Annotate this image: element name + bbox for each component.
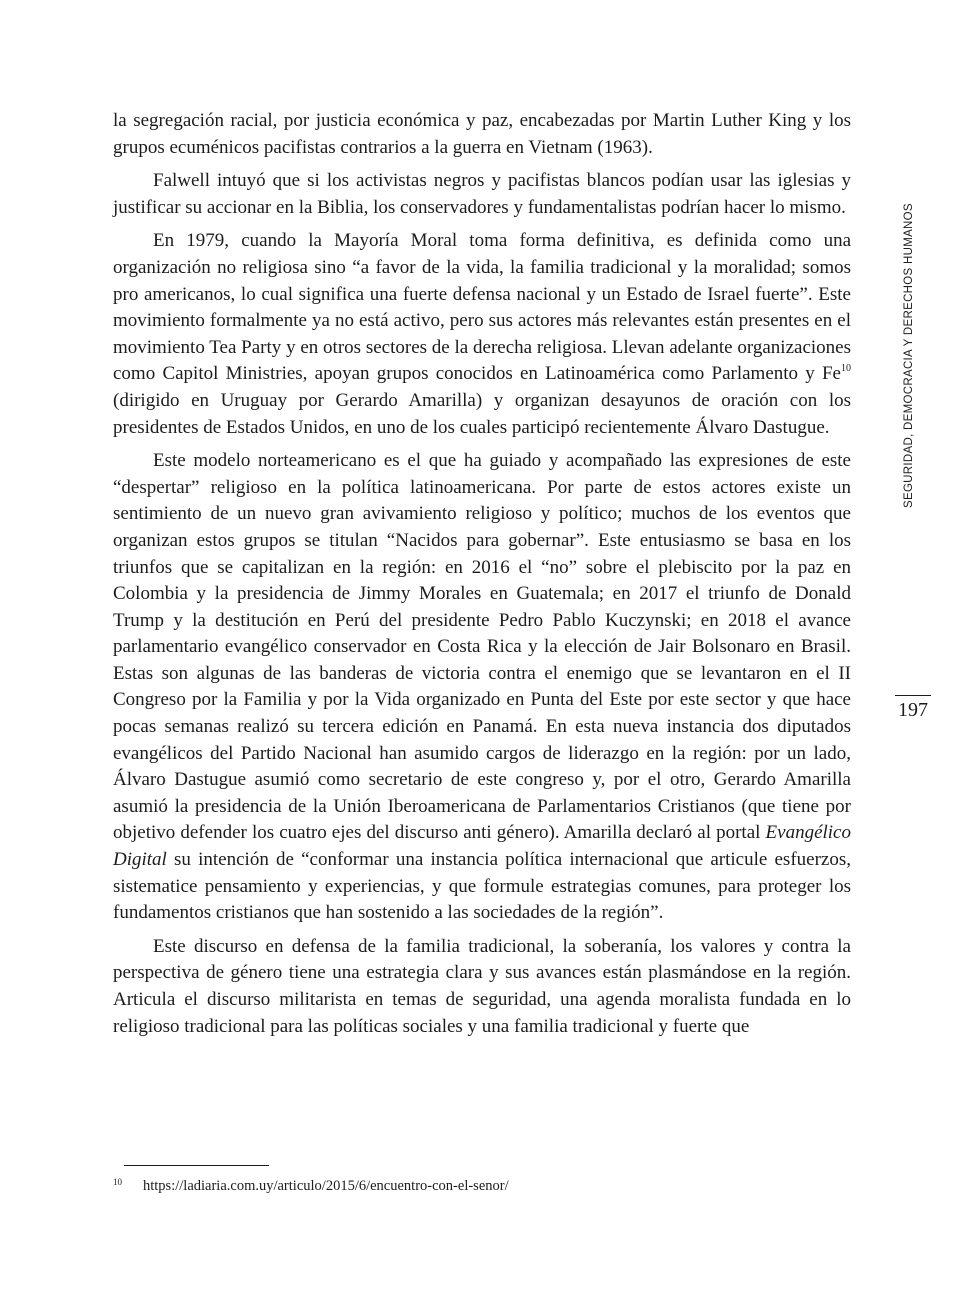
- footnote-separator: [124, 1165, 269, 1166]
- paragraph-discurso: Este discurso en defensa de la familia tradicional, la soberanía, los valores y contra la perspectiva de género tiene una estrategia clara y sus avances están plasmándose en la región. Articula el discurso militarista en temas de seguridad, una agenda moralista fundada en lo religioso tradicional para las políticas sociales y una familia tradicional y fuerte que: [113, 935, 851, 1037]
- footnote-reference[interactable]: 10: [841, 363, 851, 375]
- paragraph-modelo-part1: Este modelo norteamericano es el que ha guiado y acompañado las expresiones de este “despertar” religioso en la política latinoamericana. Por parte de estos actores existe un sentimiento de un nuevo gran avivamiento religioso y político; muchos de los eventos que organizan estos grupos se titulan “Nacidos para gobernar”. Este entusiasmo se basa en los triunfos que se capitalizan en la región: en 2016 el “no” sobre el plebiscito por la paz en Colombia y la presidencia de Jimmy Morales en Guatemala; en 2017 el triunfo de Donald Trump y la destitución en Perú del presidente Pedro Pablo Kuczynski; en 2018 el avance parlamentario evangélico conservador en Costa Rica y la elección de Jair Bolsonaro en Brasil. Estas son algunas de las banderas de victoria contra el enemigo que se levantaron en el II Congreso por la Familia y por la Vida organizado en Punta del Este por este sector y que hace pocas semanas realizó su tercera edición en Panamá. En esta nueva instancia dos diputados evangélicos del Partido Nacional han asumido cargos de liderazgo en la región: por un lado, Álvaro Dastugue asumió como secretario de este congreso y, por el otro, Gerardo Amarilla asumió la presidencia de la Unión Iberoamericana de Parlamentarios Cristianos (que tiene por objetivo defender los cuatro ejes del discurso anti género). Amarilla declaró al portal: [113, 450, 851, 844]
- italic-source-title: Evangélico Digital: [113, 822, 851, 871]
- paragraph-mayoria-moral-part2: (dirigido en Uruguay por Gerardo Amarilla) y organizan desayunos de oración con los presidentes de Estados Unidos, en uno de los cuales participó recientemente Álvaro Dastugue.: [113, 389, 851, 438]
- paragraph-mayoria-moral-part1: En 1979, cuando la Mayoría Moral toma forma definitiva, es definida como una organización no religiosa sino “a favor de la vida, la familia tradicional y la moralidad; somos pro americanos, lo cual significa una fuerte defensa nacional y un Estado de Israel fuerte”. Este movimiento formalmente ya no está activo, pero sus actores más relevantes están presentes en el movimiento Tea Party y en otros sectores de la derecha religiosa. Llevan adelante organizaciones como Capitol Ministries, apoyan grupos conocidos en Latinoamérica como Parlamento y Fe: [113, 230, 851, 385]
- paragraph-modelo-norteamericano: [113, 448, 851, 927]
- paragraph-mayoria-moral: [113, 228, 851, 441]
- paragraph-falwell: Falwell intuyó que si los activistas negros y pacifistas blancos podían usar las iglesias y justificar su accionar en la Biblia, los conservadores y fundamentalistas podrían hacer lo mismo.: [113, 170, 851, 218]
- paragraph-modelo-part2: su intención de “conformar una instancia política internacional que articule esfuerzos, sistematice pensamiento y experiencias, y que formule estrategias comunes, para proteger los fundamentos cristianos que han sostenido a las sociedades de la región”.: [113, 849, 851, 924]
- running-header: SEGURIDAD, DEMOCRACIA Y DERECHOS HUMANOS: [903, 203, 915, 508]
- page-number: 197: [898, 699, 928, 721]
- paragraph-continuation: la segregación racial, por justicia económica y paz, encabezadas por Martin Luther King y los grupos ecuménicos pacifistas contrarios a la guerra en Vietnam (1963).: [113, 110, 851, 158]
- body-text: [113, 108, 851, 1047]
- page-number-rule: [895, 695, 931, 696]
- footnote: 10 https://ladiaria.com.uy/articulo/2015/6/encuentro-con-el-senor/: [113, 1177, 509, 1194]
- footnote-link[interactable]: https://ladiaria.com.uy/articulo/2015/6/encuentro-con-el-senor/: [143, 1178, 509, 1194]
